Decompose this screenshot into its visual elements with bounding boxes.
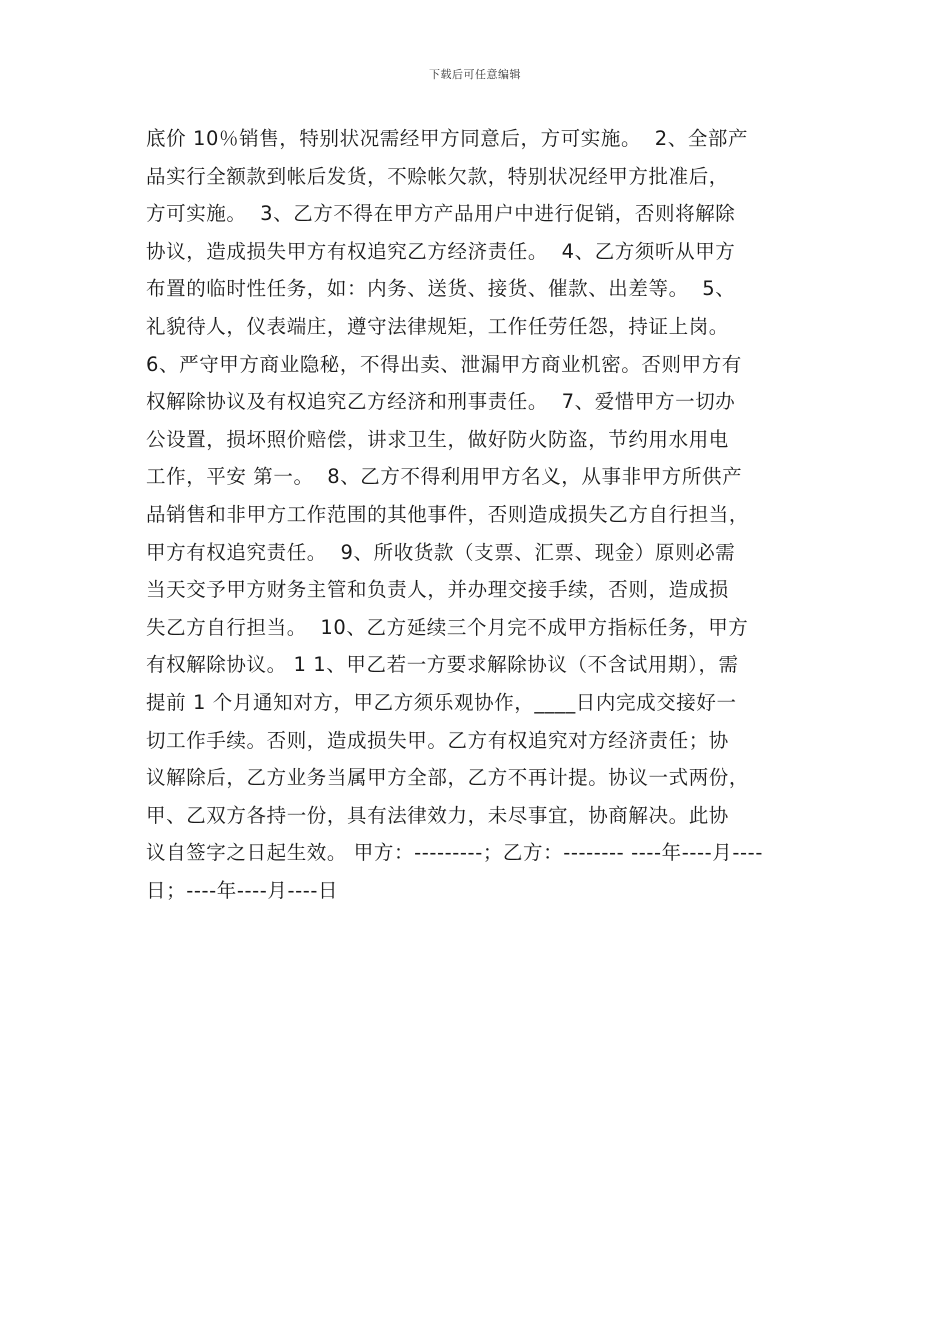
- body-line: 日；----年----月----日: [146, 878, 339, 902]
- body-line: 公设置，损坏照价赔偿，讲求卫生，做好防火防盗，节约用水用电: [146, 427, 729, 451]
- body-line: 底价 10％销售，特别状况需经甲方同意后，方可实施。 2、全部产: [146, 127, 749, 150]
- body-line: 失乙方自行担当。 10、乙方延续三个月完不成甲方指标任务，甲方: [146, 615, 749, 639]
- body-line: 议自签字之日起生效。 甲方：---------；乙方：-------- ----年----月----: [146, 841, 763, 865]
- body-line: 甲、乙双方各持一份，具有法律效力，未尽事宜，协商解决。此协: [146, 803, 729, 827]
- body-line: 布置的临时性任务，如：内务、送货、接货、催款、出差等。 5、: [146, 277, 736, 301]
- body-line: 工作，平安 第一。 8、乙方不得利用甲方名义，从事非甲方所供产: [146, 465, 743, 489]
- contract-body: [146, 120, 814, 909]
- body-line: 品实行全额款到帐后发货，不赊帐欠款，特别状况经甲方批准后，: [146, 164, 729, 188]
- page-header: 下载后可任意编辑: [429, 68, 521, 81]
- body-line: 议解除后，乙方业务当属甲方全部，乙方不再计提。协议一式两份，: [146, 766, 750, 790]
- body-line: 品销售和非甲方工作范围的其他事件，否则造成损失乙方自行担当，: [146, 502, 750, 526]
- body-line: 有权解除协议。 1 1、甲乙若一方要求解除协议（不含试用期），需: [146, 653, 739, 677]
- body-line: 提前 1 个月通知对方，甲乙方须乐观协作，____日内完成交接好一: [146, 690, 737, 714]
- body-line: 协议，造成损失甲方有权追究乙方经济责任。 4、乙方须听从甲方: [146, 239, 736, 263]
- body-line: 权解除协议及有权追究乙方经济和刑事责任。 7、爱惜甲方一切办: [146, 390, 736, 414]
- body-line: 方可实施。 3、乙方不得在甲方产品用户中进行促销，否则将解除: [146, 202, 736, 226]
- body-line: 礼貌待人，仪表端庄，遵守法律规矩，工作任劳任怨，持证上岗。: [146, 314, 729, 338]
- body-line: 6、严守甲方商业隐秘，不得出卖、泄漏甲方商业机密。否则甲方有: [146, 352, 742, 376]
- body-line: 当天交予甲方财务主管和负责人，并办理交接手续，否则，造成损: [146, 578, 729, 602]
- body-line: 切工作手续。否则，造成损失甲。乙方有权追究对方经济责任；协: [146, 728, 729, 752]
- body-line: 甲方有权追究责任。 9、所收货款（支票、汇票、现金）原则必需: [146, 540, 736, 564]
